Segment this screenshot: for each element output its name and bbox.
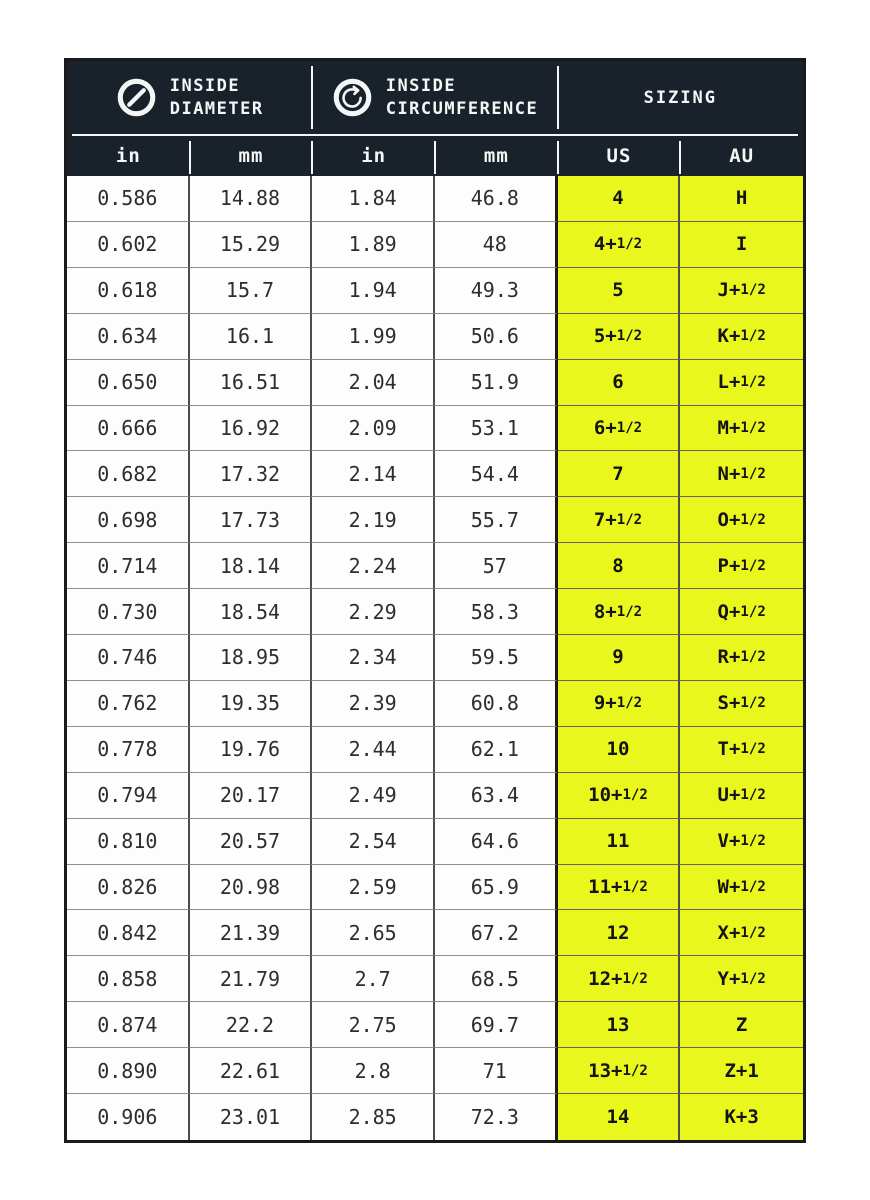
cell-au-size: Q+ 1/2 <box>680 589 803 635</box>
cell-us-size: 7+ 1/2 <box>558 497 681 543</box>
table-header <box>67 61 803 176</box>
cell-au-size: H <box>680 176 803 222</box>
column-divider <box>434 141 436 174</box>
header-label-line: INSIDE <box>169 76 241 97</box>
cell-circumference-mm: 71 <box>435 1048 558 1094</box>
cell-au-size: O+ 1/2 <box>680 497 803 543</box>
cell-circumference-in: 2.34 <box>312 635 435 681</box>
cell-au-size: P+ 1/2 <box>680 543 803 589</box>
cell-circumference-in: 2.04 <box>312 360 435 406</box>
cell-au-size: Z+1 <box>680 1048 803 1094</box>
cell-diameter-in: 0.602 <box>67 222 190 268</box>
header-group-divider <box>557 66 559 129</box>
col-header-circumference-mm: mm <box>483 145 509 167</box>
cell-us-size: 9 <box>558 635 681 681</box>
header-group-sizing <box>558 61 803 134</box>
cell-au-size: X+ 1/2 <box>680 910 803 956</box>
cell-au-size: T+ 1/2 <box>680 727 803 773</box>
cell-us-size: 12+ 1/2 <box>558 956 681 1002</box>
cell-au-size: W+ 1/2 <box>680 865 803 911</box>
cell-diameter-mm: 21.39 <box>190 910 313 956</box>
cell-diameter-in: 0.682 <box>67 451 190 497</box>
cell-circumference-mm: 54.4 <box>435 451 558 497</box>
cell-circumference-mm: 72.3 <box>435 1094 558 1140</box>
ring-size-chart <box>64 58 806 1143</box>
cell-au-size: V+ 1/2 <box>680 819 803 865</box>
cell-au-size: J+ 1/2 <box>680 268 803 314</box>
cell-au-size: N+ 1/2 <box>680 451 803 497</box>
cell-circumference-in: 2.54 <box>312 819 435 865</box>
cell-us-size: 4+ 1/2 <box>558 222 681 268</box>
cell-circumference-in: 2.7 <box>312 956 435 1002</box>
cell-diameter-mm: 21.79 <box>190 956 313 1002</box>
cell-circumference-mm: 57 <box>435 543 558 589</box>
column-divider <box>679 141 681 174</box>
cell-diameter-mm: 22.2 <box>190 1002 313 1048</box>
cell-diameter-mm: 16.51 <box>190 360 313 406</box>
cell-au-size: R+ 1/2 <box>680 635 803 681</box>
cell-circumference-mm: 58.3 <box>435 589 558 635</box>
cell-circumference-in: 1.84 <box>312 176 435 222</box>
cell-us-size: 11 <box>558 819 681 865</box>
cell-au-size: L+ 1/2 <box>680 360 803 406</box>
cell-diameter-in: 0.650 <box>67 360 190 406</box>
cell-circumference-mm: 49.3 <box>435 268 558 314</box>
table-body <box>67 176 803 1140</box>
cell-au-size: U+ 1/2 <box>680 773 803 819</box>
cell-circumference-mm: 46.8 <box>435 176 558 222</box>
col-header-circumference-in: in <box>361 145 387 167</box>
col-header-diameter-in: in <box>115 145 141 167</box>
cell-au-size: S+ 1/2 <box>680 681 803 727</box>
diameter-icon <box>116 77 157 118</box>
header-label-line: DIAMETER <box>169 98 264 119</box>
circumference-icon <box>332 77 373 118</box>
column-divider <box>557 141 559 174</box>
cell-us-size: 8 <box>558 543 681 589</box>
cell-circumference-mm: 51.9 <box>435 360 558 406</box>
cell-diameter-mm: 16.1 <box>190 314 313 360</box>
cell-diameter-mm: 22.61 <box>190 1048 313 1094</box>
cell-circumference-in: 1.94 <box>312 268 435 314</box>
cell-circumference-in: 2.8 <box>312 1048 435 1094</box>
cell-diameter-in: 0.826 <box>67 865 190 911</box>
cell-circumference-in: 2.49 <box>312 773 435 819</box>
cell-diameter-mm: 20.98 <box>190 865 313 911</box>
cell-diameter-in: 0.666 <box>67 406 190 452</box>
cell-diameter-mm: 17.32 <box>190 451 313 497</box>
cell-diameter-mm: 20.57 <box>190 819 313 865</box>
cell-circumference-mm: 48 <box>435 222 558 268</box>
cell-diameter-in: 0.762 <box>67 681 190 727</box>
cell-diameter-in: 0.874 <box>67 1002 190 1048</box>
cell-us-size: 12 <box>558 910 681 956</box>
cell-circumference-in: 2.44 <box>312 727 435 773</box>
column-divider <box>189 141 191 174</box>
cell-diameter-in: 0.618 <box>67 268 190 314</box>
cell-circumference-in: 2.85 <box>312 1094 435 1140</box>
cell-circumference-mm: 55.7 <box>435 497 558 543</box>
cell-au-size: M+ 1/2 <box>680 406 803 452</box>
cell-diameter-in: 0.778 <box>67 727 190 773</box>
cell-circumference-mm: 65.9 <box>435 865 558 911</box>
cell-diameter-mm: 18.54 <box>190 589 313 635</box>
col-header-au-size: AU <box>729 145 755 167</box>
cell-circumference-in: 1.89 <box>312 222 435 268</box>
cell-circumference-mm: 60.8 <box>435 681 558 727</box>
header-group-inside-circumference <box>312 61 557 134</box>
cell-us-size: 8+ 1/2 <box>558 589 681 635</box>
cell-circumference-mm: 68.5 <box>435 956 558 1002</box>
cell-diameter-mm: 15.29 <box>190 222 313 268</box>
cell-us-size: 5 <box>558 268 681 314</box>
cell-us-size: 10+ 1/2 <box>558 773 681 819</box>
cell-circumference-mm: 50.6 <box>435 314 558 360</box>
cell-diameter-mm: 17.73 <box>190 497 313 543</box>
cell-diameter-mm: 20.17 <box>190 773 313 819</box>
cell-circumference-mm: 53.1 <box>435 406 558 452</box>
cell-diameter-in: 0.890 <box>67 1048 190 1094</box>
cell-au-size: K+3 <box>680 1094 803 1140</box>
header-group-divider <box>311 66 313 129</box>
cell-au-size: K+ 1/2 <box>680 314 803 360</box>
cell-diameter-in: 0.634 <box>67 314 190 360</box>
column-divider <box>311 141 313 174</box>
cell-diameter-in: 0.906 <box>67 1094 190 1140</box>
cell-us-size: 9+ 1/2 <box>558 681 681 727</box>
cell-circumference-mm: 69.7 <box>435 1002 558 1048</box>
header-label-line: SIZING <box>643 87 718 108</box>
cell-us-size: 14 <box>558 1094 681 1140</box>
cell-diameter-mm: 18.14 <box>190 543 313 589</box>
cell-diameter-mm: 16.92 <box>190 406 313 452</box>
cell-us-size: 6 <box>558 360 681 406</box>
cell-us-size: 7 <box>558 451 681 497</box>
header-group-inside-diameter <box>67 61 312 134</box>
header-label-line: INSIDE <box>385 76 457 97</box>
cell-diameter-mm: 19.76 <box>190 727 313 773</box>
cell-diameter-mm: 18.95 <box>190 635 313 681</box>
cell-circumference-in: 1.99 <box>312 314 435 360</box>
cell-us-size: 13+ 1/2 <box>558 1048 681 1094</box>
cell-au-size: I <box>680 222 803 268</box>
cell-circumference-in: 2.65 <box>312 910 435 956</box>
cell-circumference-in: 2.14 <box>312 451 435 497</box>
cell-diameter-in: 0.746 <box>67 635 190 681</box>
cell-circumference-mm: 62.1 <box>435 727 558 773</box>
cell-circumference-in: 2.39 <box>312 681 435 727</box>
cell-us-size: 4 <box>558 176 681 222</box>
cell-diameter-in: 0.810 <box>67 819 190 865</box>
cell-circumference-in: 2.09 <box>312 406 435 452</box>
cell-diameter-mm: 15.7 <box>190 268 313 314</box>
cell-diameter-mm: 19.35 <box>190 681 313 727</box>
cell-circumference-in: 2.59 <box>312 865 435 911</box>
cell-circumference-in: 2.75 <box>312 1002 435 1048</box>
cell-diameter-in: 0.698 <box>67 497 190 543</box>
col-header-us-size: US <box>606 145 632 167</box>
cell-us-size: 5+ 1/2 <box>558 314 681 360</box>
cell-circumference-mm: 67.2 <box>435 910 558 956</box>
cell-diameter-in: 0.858 <box>67 956 190 1002</box>
cell-circumference-mm: 59.5 <box>435 635 558 681</box>
cell-circumference-in: 2.19 <box>312 497 435 543</box>
col-header-diameter-mm: mm <box>238 145 264 167</box>
cell-circumference-in: 2.29 <box>312 589 435 635</box>
cell-diameter-in: 0.714 <box>67 543 190 589</box>
cell-au-size: Z <box>680 1002 803 1048</box>
cell-us-size: 11+ 1/2 <box>558 865 681 911</box>
cell-circumference-mm: 63.4 <box>435 773 558 819</box>
header-label-line: CIRCUMFERENCE <box>385 98 539 119</box>
cell-diameter-in: 0.794 <box>67 773 190 819</box>
cell-circumference-mm: 64.6 <box>435 819 558 865</box>
cell-circumference-in: 2.24 <box>312 543 435 589</box>
header-groups <box>67 61 803 134</box>
cell-diameter-in: 0.730 <box>67 589 190 635</box>
cell-us-size: 6+ 1/2 <box>558 406 681 452</box>
cell-diameter-mm: 23.01 <box>190 1094 313 1140</box>
cell-au-size: Y+ 1/2 <box>680 956 803 1002</box>
cell-diameter-in: 0.586 <box>67 176 190 222</box>
cell-diameter-mm: 14.88 <box>190 176 313 222</box>
cell-us-size: 10 <box>558 727 681 773</box>
cell-us-size: 13 <box>558 1002 681 1048</box>
cell-diameter-in: 0.842 <box>67 910 190 956</box>
